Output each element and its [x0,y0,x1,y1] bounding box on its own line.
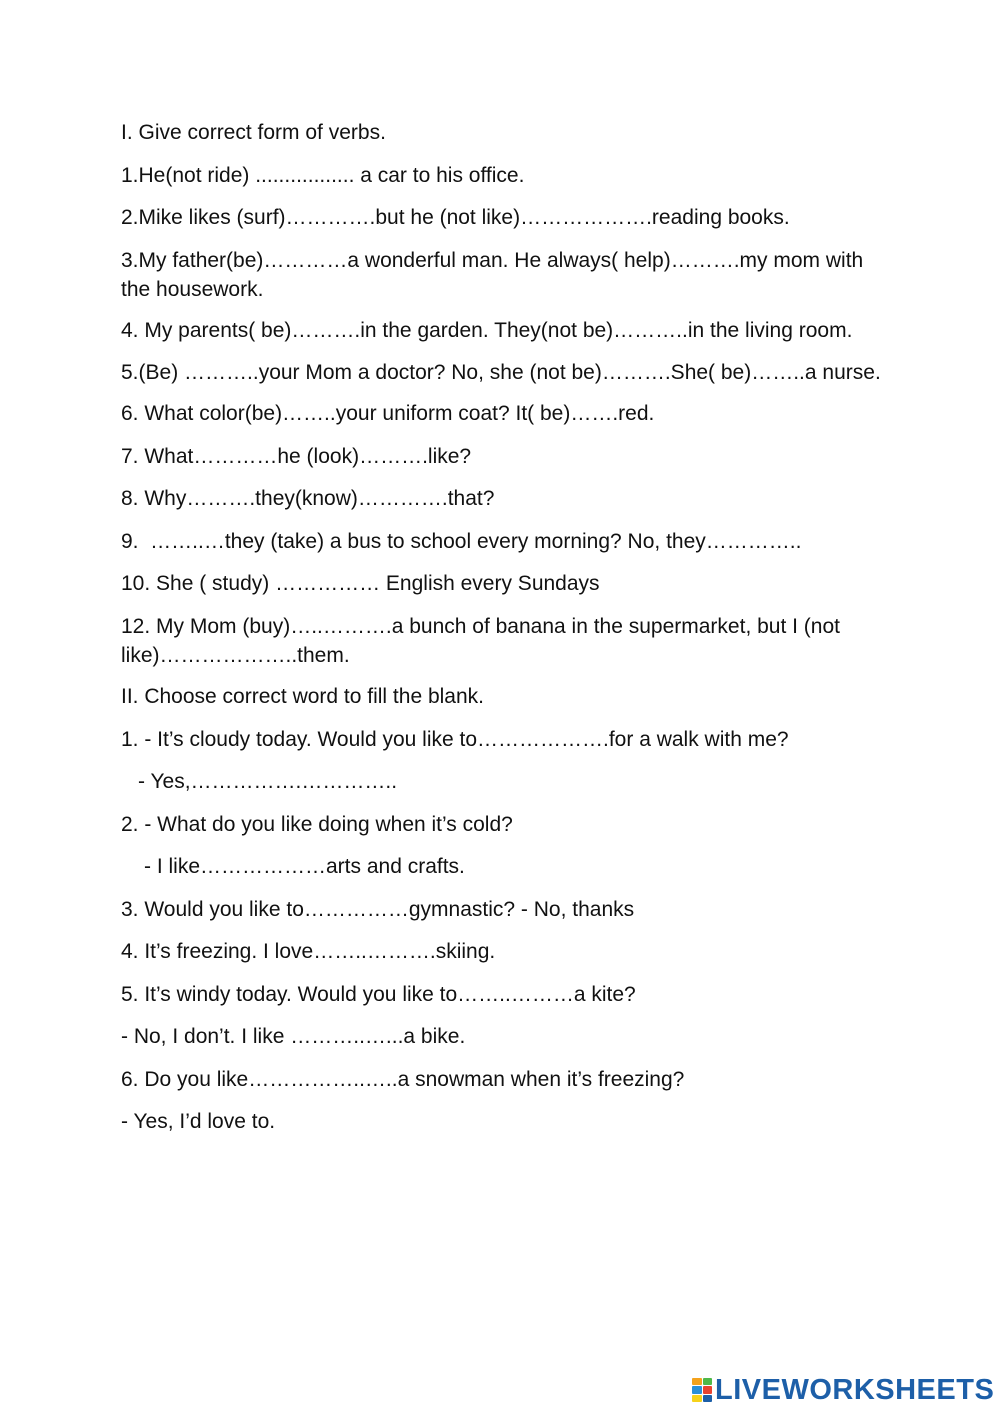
section-2-heading: II. Choose correct word to fill the blank. [121,685,484,708]
exercise-item: 2. - What do you like doing when it’s cold? [121,812,513,836]
worksheet [121,118,891,1150]
exercise-item: 5.(Be) ………..your Mom a doctor? No, she (not be)……….She( be)……..a nurse. [121,360,881,384]
exercise-answer-line: - No, I don’t. I like ………..…...a bike. [121,1025,466,1048]
exercise-item: 10. She ( study) …………… English every Sundays [121,572,600,595]
logo-tile [703,1386,713,1393]
exercise-item: 4. My parents( be)……….in the garden. They(not be)………..in the living room. [121,319,853,342]
exercise-item: 7. What…………he (look)……….like? [121,444,472,468]
exercise-item: 2.Mike likes (surf)………….but he (not like)……………….reading books. [121,206,790,229]
logo-tile [703,1395,713,1402]
logo-tile [692,1378,702,1385]
exercise-item: 12. My Mom (buy)…..……….a bunch of banana in the supermarket, but I (not like)………………..them. [121,614,846,667]
brand-name: LIVEWORKSHEETS [715,1374,995,1406]
section-1-heading: I. Give correct form of verbs. [121,121,386,144]
exercise-item: 3.My father(be)…………a wonderful man. He always( help)……….my mom with the housework. [121,248,870,301]
exercise-item: 3. Would you like to……………gymnastic? - No, thanks [121,897,635,921]
exercise-answer-line: - Yes, I’d love to. [121,1110,276,1133]
logo-tile [692,1386,702,1393]
liveworksheets-logo-icon [692,1378,712,1402]
exercise-item: 6. What color(be)……..your uniform coat? It( be)…….red. [121,402,655,425]
exercise-item: 6. Do you like……………..…..a snowman when it’s freezing? [121,1067,685,1091]
exercise-item: 9. ……..…they (take) a bus to school every morning? No, they………….. [121,529,802,553]
exercise-item: 8. Why……….they(know)………….that? [121,487,495,510]
logo-tile [692,1395,702,1402]
exercise-item: 5. It’s windy today. Would you like to……..………a kite? [121,982,636,1006]
liveworksheets-brand [692,1374,994,1406]
exercise-answer-line: - I like………………arts and crafts. [144,855,465,878]
exercise-item: 1. - It’s cloudy today. Would you like to……………….for a walk with me? [121,727,789,751]
logo-tile [703,1378,713,1385]
exercise-answer-line: - Yes,…………….………….. [138,770,398,793]
exercise-item: 4. It’s freezing. I love……..……….skiing. [121,940,496,963]
exercise-item: 1.He(not ride) ................. a car to his office. [121,163,525,187]
